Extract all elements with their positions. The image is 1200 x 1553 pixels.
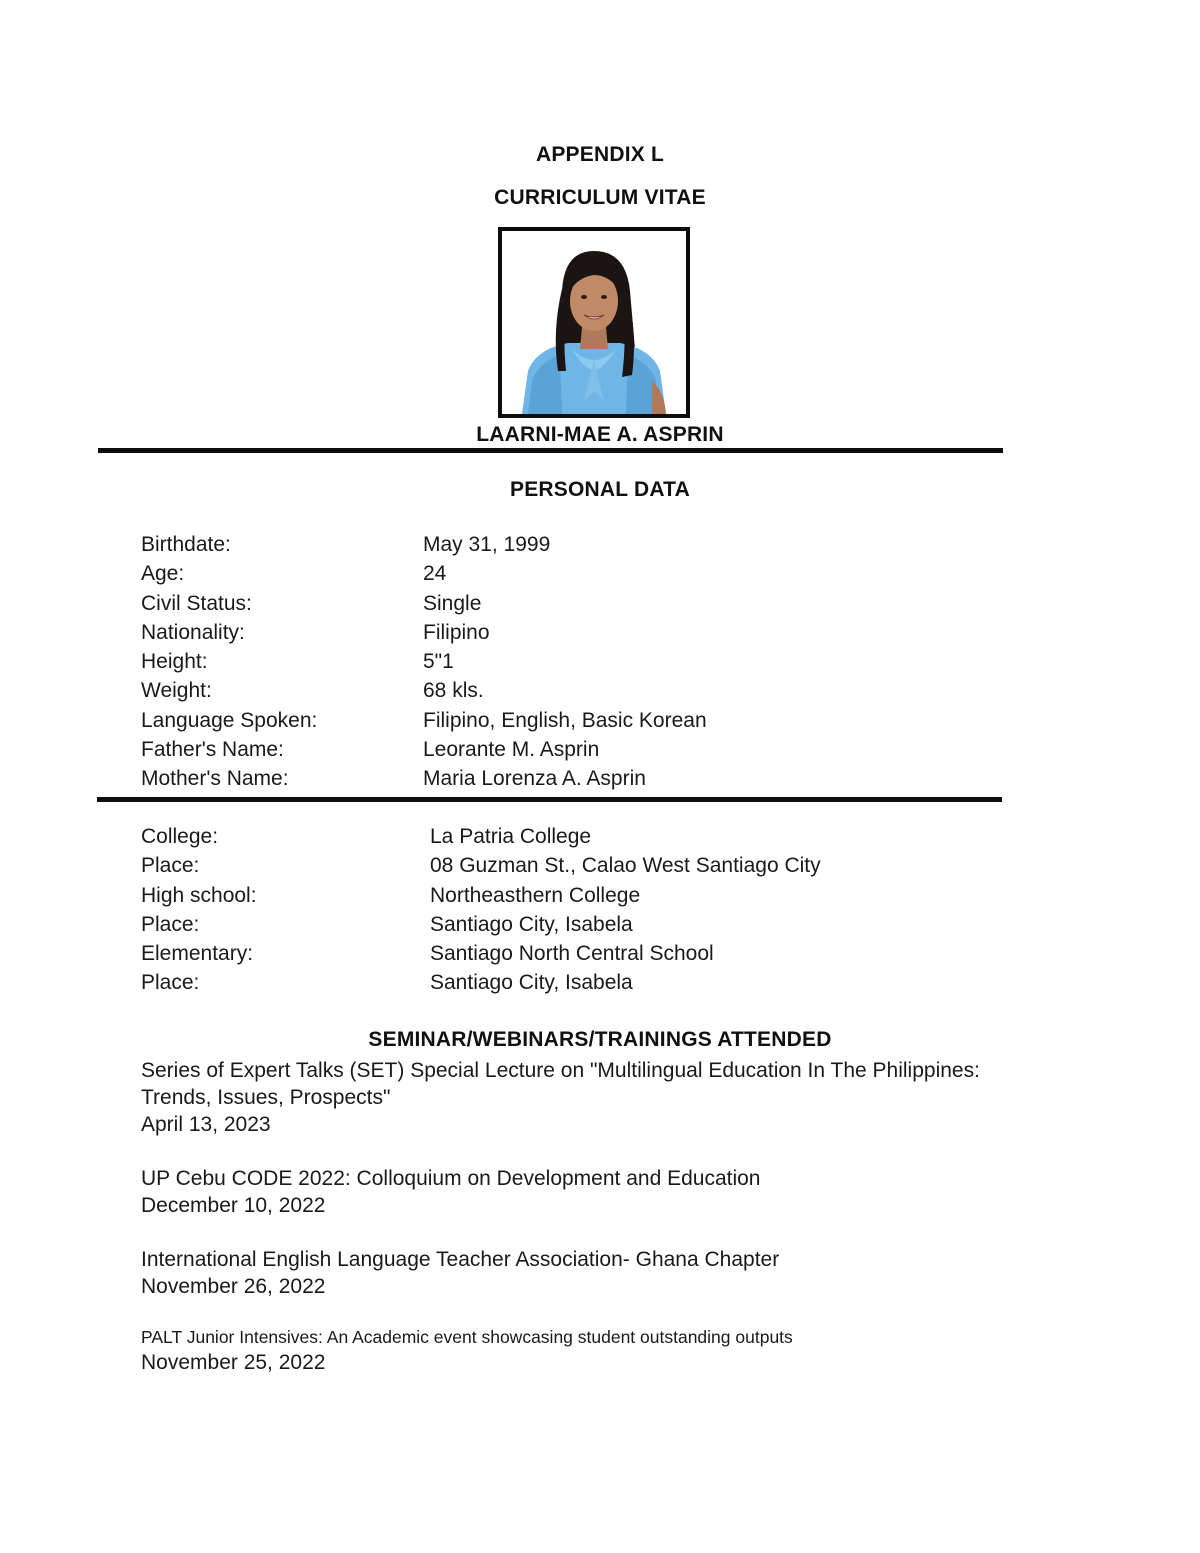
divider-line [97, 797, 1002, 802]
section-heading-seminars: SEMINAR/WEBINARS/TRAININGS ATTENDED [368, 1028, 832, 1051]
row-label: Elementary: [141, 942, 254, 966]
row-value: Northeasthern College [430, 883, 641, 907]
seminar-date: December 10, 2022 [141, 1194, 326, 1217]
row-label: Place: [141, 971, 200, 995]
row-label: Height: [141, 650, 208, 674]
seminar-item [141, 1165, 1041, 1219]
row-label: High school: [141, 883, 257, 907]
candidate-name: LAARNI-MAE A. ASPRIN [476, 423, 724, 446]
row-value: Santiago City, Isabela [430, 912, 633, 936]
portrait-illustration [502, 231, 686, 414]
row-value: 24 [423, 562, 447, 586]
seminar-list [141, 1057, 1041, 1403]
seminar-item [141, 1246, 1041, 1300]
row-label: Birthdate: [141, 533, 231, 556]
seminar-date: April 13, 2023 [141, 1113, 271, 1136]
row-value: 5"1 [423, 650, 454, 674]
row-value: 68 kls. [423, 679, 484, 703]
row-label: Civil Status: [141, 591, 252, 615]
row-label: Weight: [141, 679, 212, 703]
seminar-title: PALT Junior Intensives: An Academic event showcasing student outstanding outputs [141, 1327, 793, 1347]
row-label: Language Spoken: [141, 708, 318, 732]
row-label: Age: [141, 562, 185, 586]
row-label: Father's Name: [141, 738, 284, 762]
row-label: Place: [141, 912, 200, 936]
row-value: Maria Lorenza A. Asprin [423, 767, 646, 791]
seminar-title: Series of Expert Talks (SET) Special Lecture on "Multilingual Education In The Philippines: Trends, Issues, Prospects" [141, 1059, 980, 1109]
row-value: Single [423, 591, 482, 615]
row-label: Mother's Name: [141, 767, 289, 791]
seminar-item [141, 1325, 1041, 1376]
appendix-label: APPENDIX L [535, 143, 665, 166]
row-value: Santiago City, Isabela [430, 971, 633, 995]
portrait-photo [498, 227, 690, 418]
row-value: Leorante M. Asprin [423, 738, 600, 762]
row-label: Place: [141, 854, 200, 878]
row-value: Filipino [423, 620, 490, 644]
row-value: Santiago North Central School [430, 942, 714, 966]
seminar-title: International English Language Teacher Association- Ghana Chapter [141, 1248, 780, 1271]
divider-line [98, 448, 1003, 453]
row-value: 08 Guzman St., Calao West Santiago City [430, 854, 821, 878]
seminar-title: UP Cebu CODE 2022: Colloquium on Development and Education [141, 1167, 761, 1190]
seminar-date: November 25, 2022 [141, 1351, 326, 1374]
document-title: CURRICULUM VITAE [494, 186, 706, 209]
row-value: May 31, 1999 [423, 533, 551, 556]
section-heading-personal-data: PERSONAL DATA [510, 478, 690, 501]
row-value: La Patria College [430, 825, 592, 848]
seminar-item [141, 1057, 1041, 1138]
row-label: College: [141, 825, 219, 848]
seminar-date: November 26, 2022 [141, 1275, 326, 1298]
row-value: Filipino, English, Basic Korean [423, 708, 707, 732]
row-label: Nationality: [141, 620, 245, 644]
